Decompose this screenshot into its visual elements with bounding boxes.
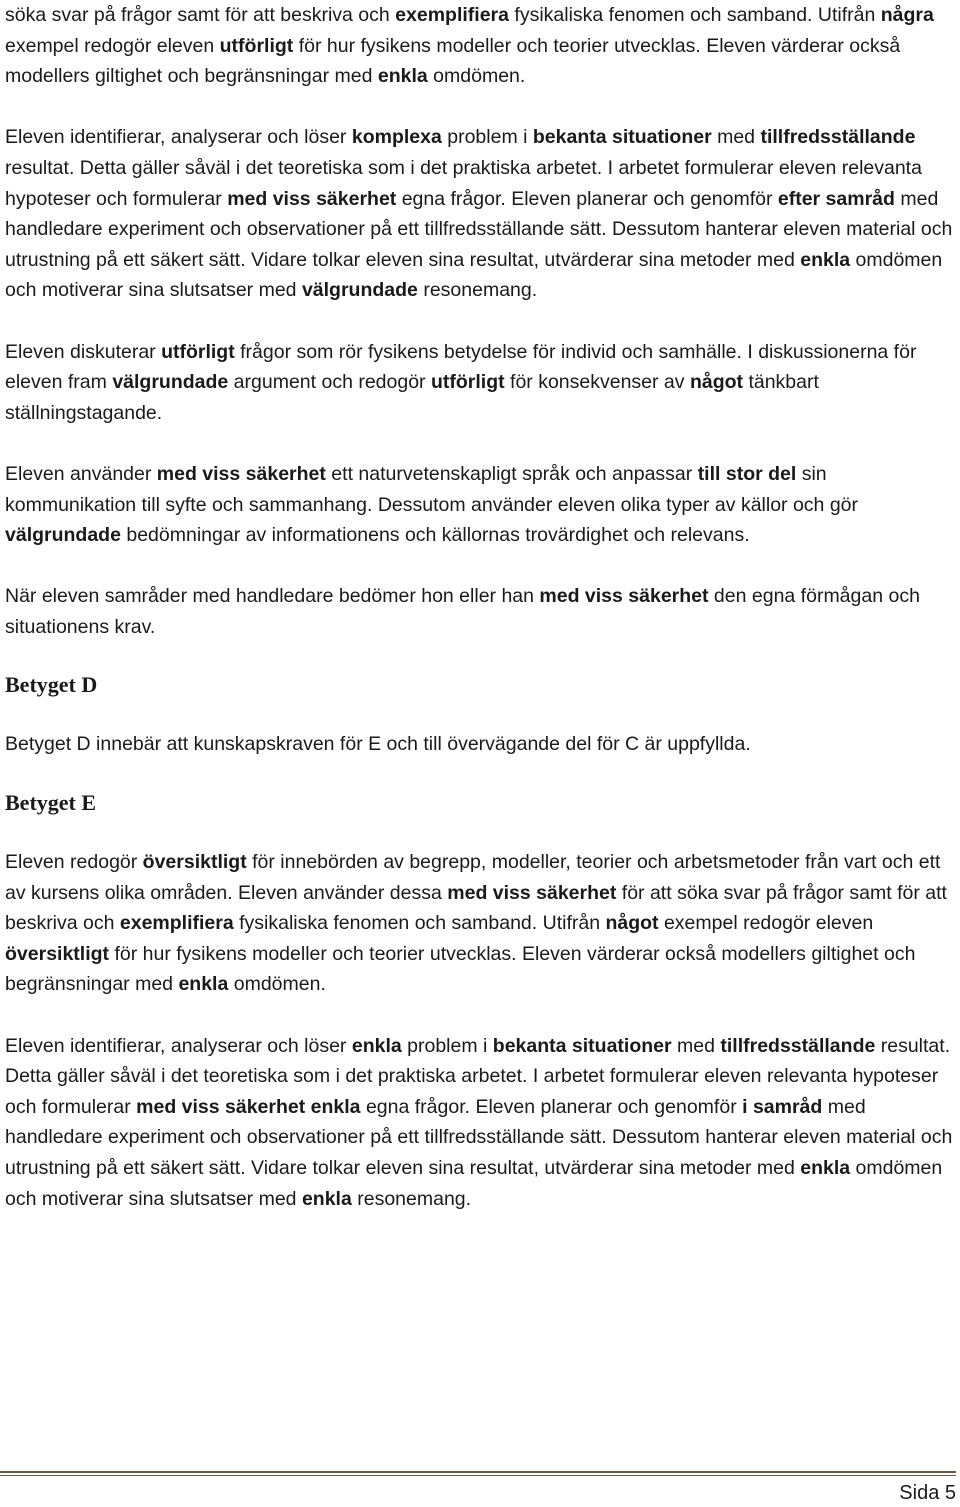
- body-text: omdömen och motiverar sina slutsatser med: [5, 1157, 943, 1210]
- body-text: för konsekvenser av: [504, 371, 690, 394]
- body-text: argument och redogör: [228, 371, 431, 394]
- emphasis-text: till stor del: [697, 462, 797, 485]
- emphasis-text: bekanta situationer: [532, 126, 712, 149]
- body-text: egna frågor. Eleven planerar och genomför: [396, 187, 778, 210]
- emphasis-text: välgrundade: [5, 524, 121, 547]
- emphasis-text: med viss säkerhet: [227, 187, 397, 210]
- body-text: resultat. Detta gäller såväl i det teoretiska som i det praktiska arbetet. I arbetet formulerar eleven relevanta hypoteser och formulerar: [5, 1034, 951, 1118]
- emphasis-text: enkla: [800, 248, 851, 271]
- body-text: omdömen.: [228, 973, 326, 996]
- body-text: med: [711, 126, 761, 149]
- body-text: för innebörden av begrepp, modeller, teorier och arbetsmetoder från vart och ett av kursens olika områden. Eleven använder dessa: [5, 851, 941, 904]
- body-text: Eleven identifierar, analyserar och löser: [5, 1034, 352, 1057]
- heading-betyget-e: Betyget E: [5, 790, 97, 816]
- body-text: fysikaliska fenomen och samband. Utifrån: [233, 912, 606, 935]
- body-text: med handledare experiment och observationer på ett tillfredsställande sätt. Dessutom hanterar eleven material och utrustning på ett säkert sätt. Vidare tolkar eleven sina resultat, utvärderar sina metoder med: [5, 187, 953, 271]
- emphasis-text: med viss säkerhet: [447, 881, 617, 904]
- page-number: Sida 5: [899, 1482, 956, 1504]
- emphasis-text: komplexa: [351, 126, 442, 149]
- intro-paragraph-2: [5, 122, 955, 306]
- emphasis-text: enkla: [178, 973, 229, 996]
- body-text: frågor som rör fysikens betydelse för individ och samhälle. I diskussionerna för eleven fram: [5, 340, 917, 394]
- emphasis-text: med viss säkerhet: [539, 585, 709, 608]
- body-text: söka svar på frågor samt för att beskriva och: [5, 4, 396, 26]
- body-text: exempel redogör eleven: [5, 34, 220, 57]
- body-text: Eleven använder: [5, 462, 157, 485]
- body-text: ett naturvetenskapligt språk och anpassar: [325, 462, 698, 485]
- intro-paragraph-4: [5, 459, 955, 551]
- footer-divider-thin: [0, 1475, 956, 1476]
- body-text: för hur fysikens modeller och teorier utvecklas. Eleven värderar också modellers giltighet och begränsningar med: [5, 942, 916, 996]
- emphasis-text: något: [689, 371, 744, 394]
- emphasis-text: översiktligt: [142, 851, 247, 874]
- body-text: Eleven identifierar, analyserar och löser: [5, 126, 352, 149]
- emphasis-text: enkla: [377, 65, 428, 88]
- emphasis-text: välgrundade: [301, 279, 418, 302]
- body-text: När eleven samråder med handledare bedömer hon eller han: [5, 585, 540, 608]
- body-text: den egna förmågan och situationens krav.: [5, 585, 920, 638]
- body-text: Eleven redogör: [5, 851, 143, 874]
- emphasis-text: med viss säkerhet: [156, 462, 326, 485]
- body-text: Eleven diskuterar: [5, 340, 162, 363]
- intro-paragraph-5: [5, 581, 955, 642]
- betyget-d-paragraph: [5, 729, 955, 760]
- betyget-e-paragraph-2: [5, 1031, 955, 1215]
- page-content: [5, 0, 955, 1214]
- emphasis-text: utförligt: [219, 34, 294, 57]
- emphasis-text: med viss säkerhet enkla: [136, 1095, 361, 1118]
- emphasis-text: bekanta situationer: [492, 1034, 672, 1057]
- emphasis-text: tillfredsställande: [720, 1034, 876, 1057]
- body-text: omdömen och motiverar sina slutsatser med: [5, 248, 943, 302]
- emphasis-text: utförligt: [430, 371, 505, 394]
- emphasis-text: enkla: [351, 1034, 402, 1057]
- body-text: exempel redogör eleven: [658, 912, 874, 935]
- body-text: egna frågor. Eleven planerar och genomför: [360, 1095, 743, 1118]
- body-text: med handledare experiment och observationer på ett tillfredsställande sätt. Dessutom hanterar eleven material och utrustning på ett säkert sätt. Vidare tolkar eleven sina resultat, utvärderar sina metoder med: [5, 1095, 953, 1179]
- body-text: med: [671, 1034, 721, 1057]
- intro-paragraph-3: [5, 337, 955, 429]
- intro-paragraph-1: [5, 0, 955, 92]
- emphasis-text: enkla: [800, 1157, 851, 1179]
- emphasis-text: enkla: [301, 1187, 352, 1210]
- body-text: omdömen.: [427, 65, 526, 88]
- emphasis-text: i samråd: [742, 1095, 823, 1118]
- body-text: för hur fysikens modeller och teorier utvecklas. Eleven värderar också modellers giltighet och begränsningar med: [5, 34, 901, 88]
- emphasis-text: några: [880, 4, 934, 26]
- emphasis-text: översiktligt: [5, 942, 110, 965]
- emphasis-text: exemplifiera: [395, 4, 509, 26]
- body-text: resonemang.: [417, 279, 538, 302]
- betyget-e-paragraph-1: [5, 847, 955, 1000]
- body-text: bedömningar av informationens och källornas trovärdighet och relevans.: [120, 524, 750, 547]
- body-text: tänkbart ställningstagande.: [5, 371, 819, 424]
- body-text: Betyget D innebär att kunskapskraven för E och till övervägande del för C är uppfyllda.: [5, 733, 751, 756]
- body-text: resonemang.: [351, 1187, 472, 1210]
- body-text: problem i: [441, 126, 533, 149]
- body-text: för att söka svar på frågor samt för att beskriva och: [5, 881, 947, 935]
- emphasis-text: exemplifiera: [119, 912, 234, 935]
- body-text: sin kommunikation till syfte och sammanhang. Dessutom använder eleven olika typer av källor och gör: [5, 462, 859, 516]
- body-text: problem i: [401, 1034, 493, 1057]
- heading-betyget-d: Betyget D: [5, 672, 98, 698]
- emphasis-text: något: [605, 912, 659, 935]
- emphasis-text: välgrundade: [112, 371, 229, 394]
- footer-divider: [0, 1471, 956, 1473]
- emphasis-text: tillfredsställande: [760, 126, 916, 149]
- emphasis-text: efter samråd: [777, 187, 895, 210]
- emphasis-text: utförligt: [161, 340, 235, 363]
- body-text: fysikaliska fenomen och samband. Utifrån: [508, 4, 881, 26]
- body-text: resultat. Detta gäller såväl i det teoretiska som i det praktiska arbetet. I arbetet formulerar eleven relevanta hypoteser och formulerar: [5, 156, 922, 210]
